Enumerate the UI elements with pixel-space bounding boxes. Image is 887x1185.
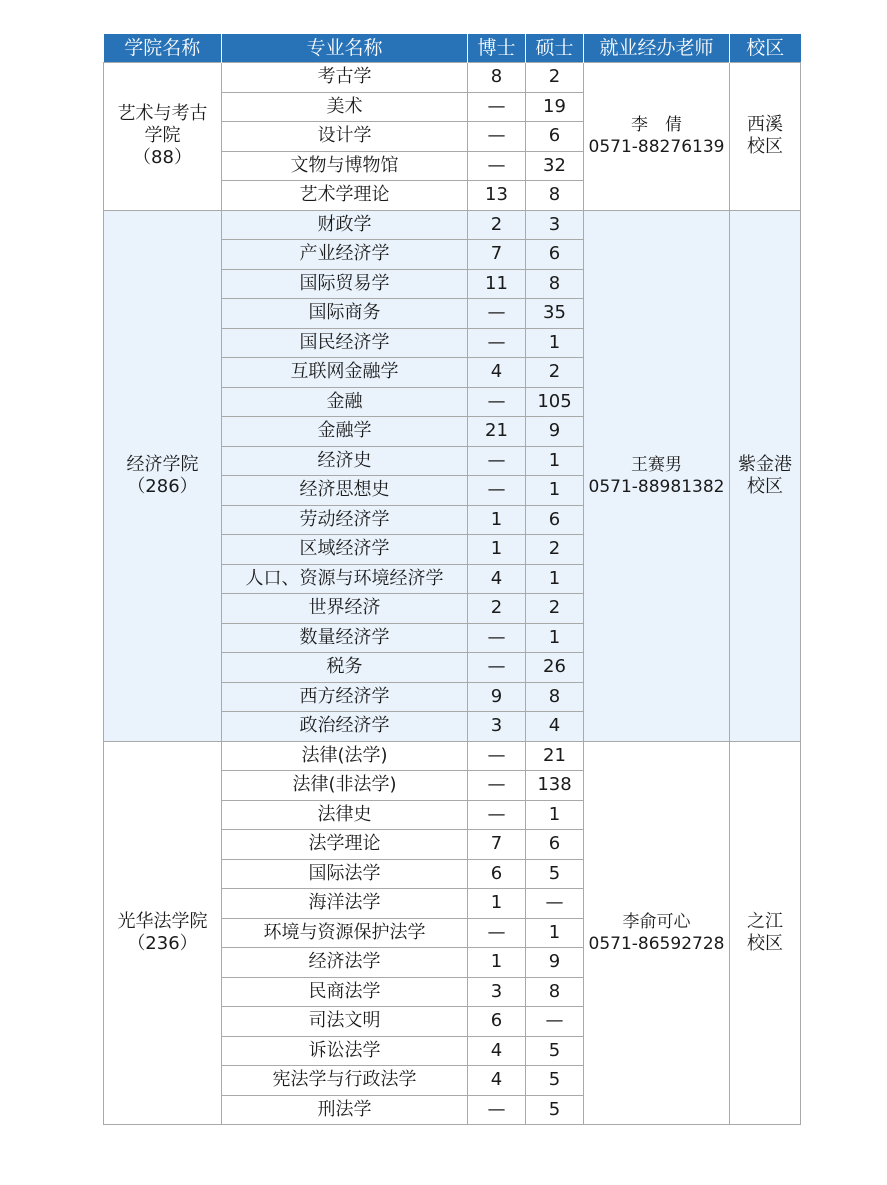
college-count: （236） — [127, 932, 198, 954]
master-count-cell: 1 — [526, 476, 584, 506]
major-cell: 文物与博物馆 — [222, 151, 468, 181]
phd-count-cell: — — [468, 918, 526, 948]
campus-name: 紫金港 — [738, 453, 792, 475]
table-header — [104, 34, 801, 63]
college-name-cell — [104, 741, 222, 1125]
teacher-name: 王赛男 — [631, 454, 682, 475]
major-cell: 法律史 — [222, 800, 468, 830]
phd-count-cell: 1 — [468, 889, 526, 919]
master-count-cell: 5 — [526, 1095, 584, 1125]
campus-suffix: 校区 — [747, 932, 783, 954]
header-campus: 校区 — [730, 34, 801, 63]
phd-count-cell: 4 — [468, 564, 526, 594]
major-cell: 财政学 — [222, 210, 468, 240]
master-count-cell: 6 — [526, 505, 584, 535]
phd-count-cell: — — [468, 741, 526, 771]
major-cell: 金融 — [222, 387, 468, 417]
table-row — [104, 210, 801, 240]
master-count-cell: 2 — [526, 358, 584, 388]
major-cell: 数量经济学 — [222, 623, 468, 653]
teacher-phone: 0571-88981382 — [588, 476, 725, 497]
master-count-cell: 1 — [526, 564, 584, 594]
master-count-cell: 4 — [526, 712, 584, 742]
college-count: （286） — [127, 475, 198, 497]
master-count-cell: 26 — [526, 653, 584, 683]
phd-count-cell: 1 — [468, 505, 526, 535]
phd-count-cell: 11 — [468, 269, 526, 299]
master-count-cell: — — [526, 1007, 584, 1037]
master-count-cell: 6 — [526, 830, 584, 860]
phd-count-cell: 4 — [468, 358, 526, 388]
teacher-name: 李俞可心 — [622, 911, 691, 932]
phd-count-cell: 2 — [468, 210, 526, 240]
header-college: 学院名称 — [104, 34, 222, 63]
phd-count-cell: 2 — [468, 594, 526, 624]
header-teacher: 就业经办老师 — [584, 34, 730, 63]
phd-count-cell: — — [468, 653, 526, 683]
teacher-phone: 0571-86592728 — [588, 933, 725, 954]
teacher-name: 李 倩 — [631, 115, 682, 136]
campus-cell — [730, 210, 801, 741]
major-cell: 宪法学与行政法学 — [222, 1066, 468, 1096]
master-count-cell: 9 — [526, 417, 584, 447]
phd-count-cell: — — [468, 299, 526, 329]
teacher-phone: 0571-88276139 — [588, 137, 725, 158]
college-group — [104, 63, 801, 211]
teacher-cell — [584, 63, 730, 211]
major-cell: 环境与资源保护法学 — [222, 918, 468, 948]
enrollment-table — [103, 34, 801, 1125]
major-cell: 设计学 — [222, 122, 468, 152]
master-count-cell: 1 — [526, 800, 584, 830]
teacher-cell — [584, 741, 730, 1125]
college-name: 经济学院 — [126, 453, 199, 475]
table-row — [104, 63, 801, 93]
phd-count-cell: 4 — [468, 1066, 526, 1096]
major-cell: 互联网金融学 — [222, 358, 468, 388]
master-count-cell: 3 — [526, 210, 584, 240]
major-cell: 经济思想史 — [222, 476, 468, 506]
major-cell: 金融学 — [222, 417, 468, 447]
college-group — [104, 741, 801, 1125]
major-cell: 区域经济学 — [222, 535, 468, 565]
phd-count-cell: — — [468, 151, 526, 181]
phd-count-cell: — — [468, 92, 526, 122]
phd-count-cell: 3 — [468, 977, 526, 1007]
master-count-cell: 1 — [526, 446, 584, 476]
major-cell: 国民经济学 — [222, 328, 468, 358]
major-cell: 海洋法学 — [222, 889, 468, 919]
master-count-cell: 19 — [526, 92, 584, 122]
major-cell: 刑法学 — [222, 1095, 468, 1125]
college-name: 艺术与考古 — [117, 103, 208, 125]
campus-suffix: 校区 — [747, 475, 783, 497]
college-group — [104, 210, 801, 741]
header-major: 专业名称 — [222, 34, 468, 63]
phd-count-cell: — — [468, 446, 526, 476]
major-cell: 司法文明 — [222, 1007, 468, 1037]
master-count-cell: 2 — [526, 535, 584, 565]
campus-cell — [730, 741, 801, 1125]
phd-count-cell: — — [468, 387, 526, 417]
major-cell: 诉讼法学 — [222, 1036, 468, 1066]
master-count-cell: 5 — [526, 1036, 584, 1066]
college-name-cell — [104, 210, 222, 741]
campus-name: 西溪 — [747, 114, 783, 136]
phd-count-cell: 7 — [468, 830, 526, 860]
phd-count-cell: 21 — [468, 417, 526, 447]
master-count-cell: 1 — [526, 623, 584, 653]
phd-count-cell: 3 — [468, 712, 526, 742]
college-name-line2: 学院 — [144, 125, 181, 147]
header-master: 硕士 — [526, 34, 584, 63]
campus-suffix: 校区 — [747, 136, 783, 158]
major-cell: 法学理论 — [222, 830, 468, 860]
table-row — [104, 741, 801, 771]
major-cell: 国际商务 — [222, 299, 468, 329]
major-cell: 国际贸易学 — [222, 269, 468, 299]
major-cell: 法律(非法学) — [222, 771, 468, 801]
major-cell: 西方经济学 — [222, 682, 468, 712]
master-count-cell: 8 — [526, 181, 584, 211]
phd-count-cell: — — [468, 623, 526, 653]
master-count-cell: 21 — [526, 741, 584, 771]
major-cell: 经济法学 — [222, 948, 468, 978]
phd-count-cell: — — [468, 476, 526, 506]
master-count-cell: 5 — [526, 1066, 584, 1096]
college-name-cell — [104, 63, 222, 211]
major-cell: 人口、资源与环境经济学 — [222, 564, 468, 594]
phd-count-cell: 4 — [468, 1036, 526, 1066]
college-count: （88） — [133, 147, 192, 169]
phd-count-cell: 6 — [468, 1007, 526, 1037]
major-cell: 世界经济 — [222, 594, 468, 624]
phd-count-cell: — — [468, 1095, 526, 1125]
phd-count-cell: 8 — [468, 63, 526, 93]
master-count-cell: 138 — [526, 771, 584, 801]
master-count-cell: 8 — [526, 269, 584, 299]
master-count-cell: 2 — [526, 63, 584, 93]
master-count-cell: 8 — [526, 682, 584, 712]
master-count-cell: — — [526, 889, 584, 919]
master-count-cell: 6 — [526, 122, 584, 152]
major-cell: 艺术学理论 — [222, 181, 468, 211]
phd-count-cell: 7 — [468, 240, 526, 270]
campus-name: 之江 — [747, 910, 783, 932]
phd-count-cell: 1 — [468, 535, 526, 565]
master-count-cell: 9 — [526, 948, 584, 978]
major-cell: 国际法学 — [222, 859, 468, 889]
master-count-cell: 8 — [526, 977, 584, 1007]
phd-count-cell: — — [468, 122, 526, 152]
phd-count-cell: 9 — [468, 682, 526, 712]
major-cell: 政治经济学 — [222, 712, 468, 742]
major-cell: 考古学 — [222, 63, 468, 93]
major-cell: 美术 — [222, 92, 468, 122]
campus-cell — [730, 63, 801, 211]
teacher-cell — [584, 210, 730, 741]
phd-count-cell: — — [468, 800, 526, 830]
phd-count-cell: 1 — [468, 948, 526, 978]
major-cell: 劳动经济学 — [222, 505, 468, 535]
phd-count-cell: 13 — [468, 181, 526, 211]
major-cell: 法律(法学) — [222, 741, 468, 771]
master-count-cell: 32 — [526, 151, 584, 181]
master-count-cell: 5 — [526, 859, 584, 889]
header-phd: 博士 — [468, 34, 526, 63]
master-count-cell: 6 — [526, 240, 584, 270]
major-cell: 税务 — [222, 653, 468, 683]
master-count-cell: 1 — [526, 918, 584, 948]
college-name: 光华法学院 — [117, 910, 208, 932]
phd-count-cell: 6 — [468, 859, 526, 889]
major-cell: 产业经济学 — [222, 240, 468, 270]
major-cell: 经济史 — [222, 446, 468, 476]
master-count-cell: 1 — [526, 328, 584, 358]
phd-count-cell: — — [468, 328, 526, 358]
major-cell: 民商法学 — [222, 977, 468, 1007]
master-count-cell: 105 — [526, 387, 584, 417]
master-count-cell: 2 — [526, 594, 584, 624]
master-count-cell: 35 — [526, 299, 584, 329]
phd-count-cell: — — [468, 771, 526, 801]
